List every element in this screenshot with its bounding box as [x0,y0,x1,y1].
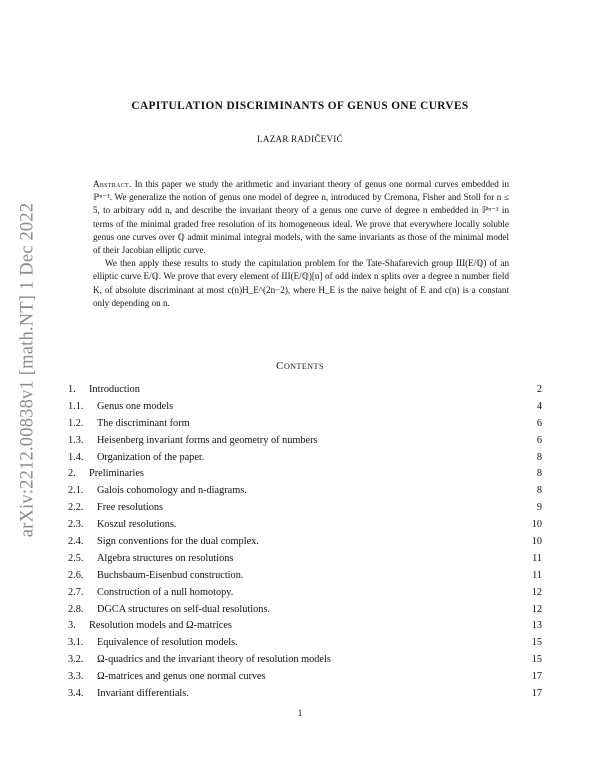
toc-entry-number: 2.7. [68,586,84,598]
toc-entry-number: 3.2. [68,654,84,666]
toc-entry-page: 17 [531,671,542,683]
toc-entry-page: 13 [531,620,542,632]
toc-entry-page: 8 [536,485,542,497]
toc-entry-page: 10 [531,536,542,548]
toc-entry-page: 15 [531,654,542,666]
toc-entry[interactable] [68,382,544,399]
toc-entry[interactable] [68,618,544,635]
toc-entry-page: 4 [536,400,542,412]
toc-entry[interactable] [68,585,544,602]
toc-entry[interactable] [68,686,544,703]
toc-entry-title[interactable]: Invariant differentials. [97,688,189,700]
toc-entry[interactable] [68,450,544,467]
toc-entry[interactable] [68,635,544,652]
arxiv-identifier-text: arXiv:2212.00838v1 [math.NT] 1 Dec 2022 [17,202,38,538]
toc-entry-page: 11 [532,569,542,581]
toc-entry[interactable] [68,500,544,517]
toc-entry-number: 2.3. [68,519,84,531]
toc-entry[interactable] [68,602,544,619]
toc-entry-title[interactable]: Koszul resolutions. [97,519,177,531]
toc-entry-title[interactable]: Heisenberg invariant forms and geometry of numbers [97,434,318,446]
table-of-contents [68,382,544,703]
toc-entry[interactable] [68,466,544,483]
toc-entry-number: 1.3. [68,434,84,446]
toc-entry[interactable] [68,483,544,500]
toc-entry-number: 1.1. [68,400,84,412]
toc-entry-title[interactable]: Algebra structures on resolutions [97,552,234,564]
toc-entry[interactable] [68,433,544,450]
paper-author: LAZAR RADIČEVIĆ [257,134,343,144]
toc-entry[interactable] [68,534,544,551]
toc-entry[interactable] [68,669,544,686]
toc-entry-number: 3.3. [68,671,84,683]
toc-entry-page: 10 [531,519,542,531]
abstract [93,178,509,310]
abstract-text-1: In this paper we study the arithmetic and invariant theory of genus one normal curves embedded in ℙⁿ⁻¹. We generalize the notion of genus one model of degree n, introduced by Cremona, Fisher and Stoll for n ≤ 5, to arbitrary odd n, and describe the invariant theory of a genus one curve of degree n embedded in ℙⁿ⁻¹ in terms of the minimal graded free resolution of its homogeneous ideal. We prove that everywhere locally soluble genus one curves over ℚ admit minimal integral models, with the same invariants as those of the minimal model of their Jacobian elliptic curve. [93,179,509,256]
toc-entry-number: 2.1. [68,485,84,497]
toc-entry-number: 2.4. [68,536,84,548]
toc-entry-page: 6 [536,434,542,446]
toc-entry-number: 2.6. [68,569,84,581]
contents-heading: Contents [276,360,324,372]
toc-entry-page: 2 [536,384,542,395]
toc-entry-title[interactable]: Free resolutions [97,502,164,514]
page-number: 1 [297,708,303,718]
toc-entry-title[interactable]: Ω-quadrics and the invariant theory of resolution models [97,654,331,666]
toc-entry-page: 8 [536,468,542,480]
toc-entry-page: 9 [536,502,542,514]
toc-entry-page: 15 [531,637,542,649]
toc-entry-title[interactable]: Introduction [89,384,140,395]
toc-entry[interactable] [68,652,544,669]
toc-entry-page: 12 [531,586,542,598]
toc-entry-page: 17 [531,688,542,700]
toc-entry[interactable] [68,568,544,585]
toc-entry-number: 1.2. [68,417,84,429]
toc-entry-title[interactable]: DGCA structures on self-dual resolutions. [97,603,271,615]
toc-entry-title[interactable]: The discriminant form [97,417,190,429]
toc-entry-number: 3. [68,620,76,632]
toc-entry[interactable] [68,416,544,433]
toc-entry-page: 8 [536,451,542,463]
toc-entry-number: 2.5. [68,552,84,564]
toc-entry[interactable] [68,399,544,416]
toc-entry-number: 2.8. [68,603,84,615]
toc-entry-number: 2.2. [68,502,84,514]
toc-entry-title[interactable]: Genus one models [97,400,174,412]
toc-entry-title[interactable]: Ω-matrices and genus one normal curves [97,671,266,683]
toc-entry-title[interactable]: Sign conventions for the dual complex. [97,536,259,548]
paper-title: CAPITULATION DISCRIMINANTS OF GENUS ONE CURVES [131,100,469,112]
toc-entry-title[interactable]: Buchsbaum-Eisenbud construction. [97,569,244,581]
toc-entry-title[interactable]: Equivalence of resolution models. [97,637,238,649]
toc-entry[interactable] [68,551,544,568]
toc-entry-number: 3.1. [68,637,84,649]
abstract-paragraph-1 [93,178,509,257]
toc-entry-number: 2. [68,468,76,480]
abstract-label: Abstract. [93,179,132,189]
toc-entry[interactable] [68,517,544,534]
toc-entry-number: 1.4. [68,451,84,463]
toc-entry-title[interactable]: Galois cohomology and n-diagrams. [97,485,247,497]
toc-entry-title[interactable]: Preliminaries [89,468,144,480]
toc-entry-title[interactable]: Construction of a null homotopy. [97,586,234,598]
toc-entry-page: 12 [531,603,542,615]
toc-entry-title[interactable]: Organization of the paper. [97,451,205,463]
abstract-paragraph-2: We then apply these results to study the capitulation problem for the Tate-Shafarevich group Ш(E/ℚ) of an elliptic curve E/ℚ. We prove that every element of Ш(E/ℚ)[n] of odd index n splits over a degree n number field K, of absolute discriminant at most c(n)H_E^(2n−2), where H_E is the naive height of E and c(n) is a constant only depending on n. [93,258,509,308]
toc-entry-page: 11 [532,552,542,564]
toc-entry-page: 6 [536,417,542,429]
toc-entry-number: 1. [68,384,76,395]
toc-entry-number: 3.4. [68,688,84,700]
toc-entry-title[interactable]: Resolution models and Ω-matrices [89,620,232,632]
